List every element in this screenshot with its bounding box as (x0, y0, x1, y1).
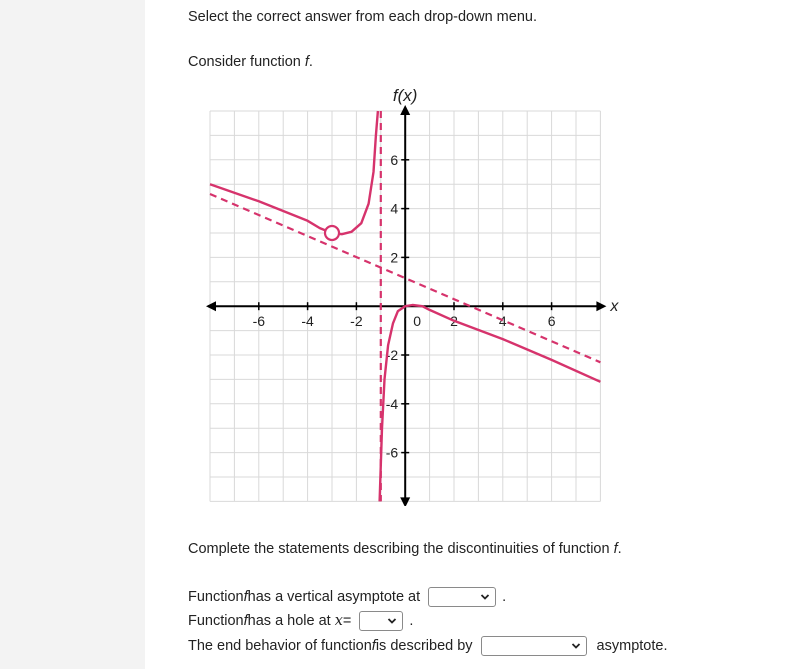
y-axis-arrow-up (400, 105, 410, 115)
y-tick-label: -2 (385, 347, 399, 363)
y-tick-label: 2 (390, 249, 399, 266)
hole-marker (325, 226, 339, 240)
x-tick-label: 4 (498, 313, 507, 330)
origin-label: 0 (413, 313, 422, 330)
y-tick-label: -4 (385, 395, 399, 412)
function-graph (199, 86, 709, 506)
statement-end-behavior: The end behavior of function f is described by asymptote. (188, 638, 668, 654)
statement-hole: Function f has a hole at x = . (188, 613, 414, 629)
statement-vertical-asymptote: Function f has a vertical asymptote at . (188, 589, 507, 605)
chevron-down-icon (387, 615, 397, 627)
x-tick-label: 2 (450, 313, 458, 330)
hole-x-dropdown[interactable] (359, 611, 403, 631)
x-tick-label: -2 (350, 313, 363, 330)
x-axis-label: x (610, 298, 619, 316)
question-panel (145, 0, 800, 669)
y-tick-label: 4 (390, 200, 399, 217)
curve-branch-left (210, 111, 378, 234)
y-axis-label: f(x) (392, 86, 418, 105)
x-tick-label: 6 (547, 313, 556, 330)
complete-text: Complete the statements describing the discontinuities of function f. (188, 541, 622, 557)
x-tick-label: -4 (301, 313, 314, 330)
x-axis-arrow-left (206, 301, 216, 311)
y-tick-label: -6 (385, 444, 399, 461)
chevron-down-icon (571, 640, 581, 652)
left-margin (0, 0, 145, 669)
chevron-down-icon (480, 591, 490, 603)
end-behavior-dropdown[interactable] (481, 636, 587, 656)
x-axis-arrow-right (596, 301, 606, 311)
vertical-asymptote-dropdown[interactable] (428, 587, 496, 607)
prompt-text: Consider function f. (188, 54, 313, 70)
curve-branch-right (380, 305, 601, 501)
x-tick-label: -6 (252, 313, 266, 330)
instructions-text: Select the correct answer from each drop-down menu. (188, 9, 537, 25)
y-tick-label: 6 (390, 151, 399, 168)
